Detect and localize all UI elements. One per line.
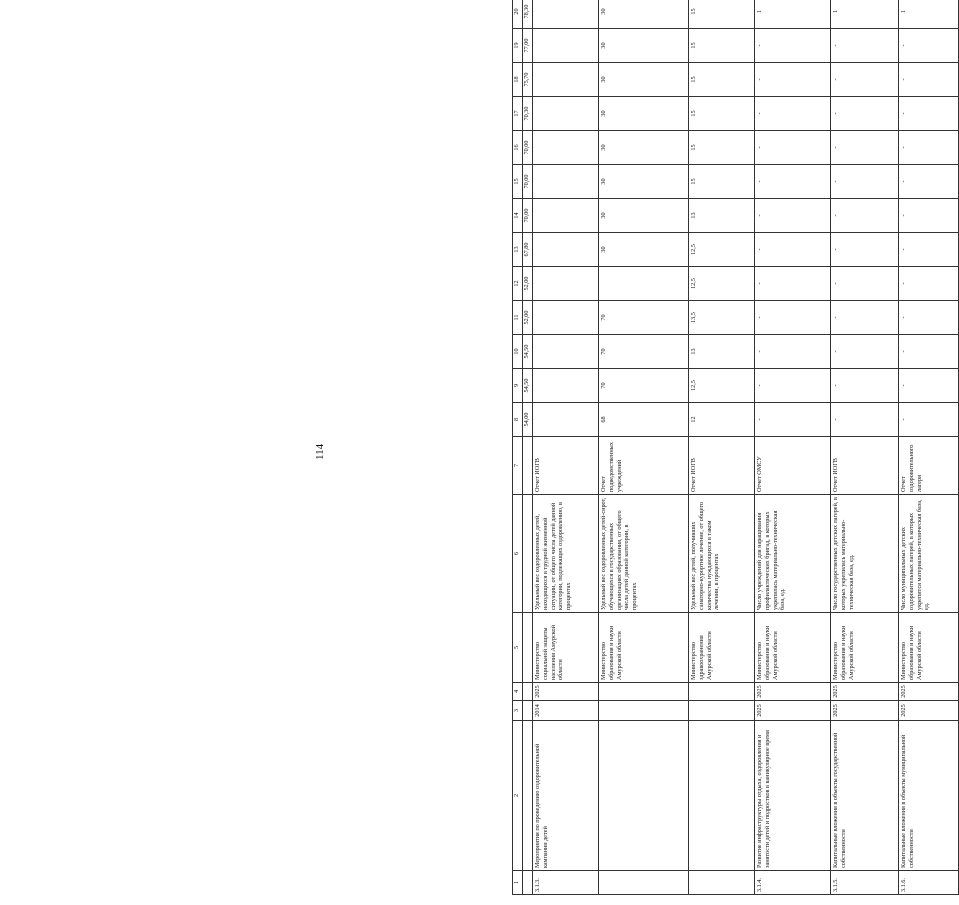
row-value-19: - xyxy=(831,29,899,63)
row-executor: Министерство социальной защиты населения Амурской области xyxy=(533,613,599,683)
row-value-14 xyxy=(533,199,599,233)
row-value-10: - xyxy=(899,335,959,369)
row-value-15: - xyxy=(899,165,959,199)
header-value-3 xyxy=(523,701,533,721)
header-value-16: 70,00 xyxy=(523,131,533,165)
row-start-year: 2025 xyxy=(831,701,899,721)
header-col-1: 1 xyxy=(513,871,523,895)
row-value-8: - xyxy=(899,403,959,437)
header-col-8: 8 xyxy=(513,403,523,437)
row-value-18: - xyxy=(831,63,899,97)
header-value-12: 52,00 xyxy=(523,267,533,301)
row-value-11: - xyxy=(755,301,831,335)
header-numbers-row xyxy=(513,0,523,895)
row-executor: Министерство образования и науки Амурской области xyxy=(755,613,831,683)
header-col-15: 15 xyxy=(513,165,523,199)
row-value-14: - xyxy=(899,199,959,233)
header-value-17: 70,30 xyxy=(523,97,533,131)
header-col-7: 7 xyxy=(513,437,523,495)
row-source: Отчет подведомственных учреждений xyxy=(599,437,689,495)
row-activity-name: Развитие инфраструктуры отдыха, оздоровления и занятости детей и подростков в каникулярное время xyxy=(755,721,831,871)
row-value-19: - xyxy=(899,29,959,63)
row-value-11: 70 xyxy=(599,301,689,335)
header-value-14: 70,00 xyxy=(523,199,533,233)
row-value-18: - xyxy=(899,63,959,97)
row-source: Отчет ИОГВ xyxy=(831,437,899,495)
row-indicator: Удельный вес оздоровленных детей-сирот, обучающихся в государственных организациях образования, от общего числа детей данной категории, в процентах xyxy=(599,495,689,613)
header-col-16: 16 xyxy=(513,131,523,165)
row-value-18 xyxy=(533,63,599,97)
row-executor: Министерство образования и науки Амурской области xyxy=(599,613,689,683)
row-value-20: 1 xyxy=(831,0,899,29)
row-value-10: - xyxy=(831,335,899,369)
row-number: 3.1.3. xyxy=(533,871,599,895)
header-col-18: 18 xyxy=(513,63,523,97)
row-value-10: - xyxy=(755,335,831,369)
row-activity-name: Капитальные вложения в объекты муниципальной собственности xyxy=(899,721,959,871)
row-value-17: - xyxy=(831,97,899,131)
row-value-13: - xyxy=(899,233,959,267)
row-value-15: - xyxy=(831,165,899,199)
row-value-11: 13,5 xyxy=(689,301,755,335)
row-indicator: Число учреждений для наращивания профилактических бригад, в которых укрепилась материально-техническая база, ед. xyxy=(755,495,831,613)
header-value-6 xyxy=(523,495,533,613)
row-value-11 xyxy=(533,301,599,335)
row-end-year: 2025 xyxy=(831,683,899,701)
row-value-10: 70 xyxy=(599,335,689,369)
row-end-year: 2025 xyxy=(899,683,959,701)
row-value-8: 68 xyxy=(599,403,689,437)
row-value-16: - xyxy=(755,131,831,165)
header-value-9: 54,50 xyxy=(523,369,533,403)
header-col-12: 12 xyxy=(513,267,523,301)
row-value-16: - xyxy=(831,131,899,165)
header-values-row xyxy=(523,0,533,895)
row-value-18: 30 xyxy=(599,63,689,97)
header-col-11: 11 xyxy=(513,301,523,335)
row-value-13: - xyxy=(755,233,831,267)
page-number: 114 xyxy=(314,443,326,460)
row-value-14: - xyxy=(755,199,831,233)
row-value-16: - xyxy=(899,131,959,165)
row-value-13: 30 xyxy=(599,233,689,267)
row-number: 3.1.5. xyxy=(831,871,899,895)
row-value-19: 15 xyxy=(689,29,755,63)
row-value-8: - xyxy=(831,403,899,437)
row-value-11: - xyxy=(899,301,959,335)
row-value-12 xyxy=(533,267,599,301)
row-number: 3.1.4. xyxy=(755,871,831,895)
row-value-13: - xyxy=(831,233,899,267)
header-col-19: 19 xyxy=(513,29,523,63)
table-row xyxy=(599,0,689,895)
row-indicator: Число муниципальных детских оздоровительных лагерей, в которых укрепится материально-техническая база, ед. xyxy=(899,495,959,613)
row-activity-name xyxy=(689,721,755,871)
header-col-10: 10 xyxy=(513,335,523,369)
row-value-20: 30 xyxy=(599,0,689,29)
row-value-11: - xyxy=(831,301,899,335)
row-value-9: - xyxy=(755,369,831,403)
row-value-14: 30 xyxy=(599,199,689,233)
row-value-14: - xyxy=(831,199,899,233)
row-value-9 xyxy=(533,369,599,403)
header-value-2 xyxy=(523,721,533,871)
row-value-12: 12,5 xyxy=(689,267,755,301)
row-end-year: 2025 xyxy=(755,683,831,701)
row-indicator: Число государственных детских лагерей, в которых укрепилась материально-техническая база, ед. xyxy=(831,495,899,613)
row-activity-name: Мероприятия по проведению оздоровительной кампании детей xyxy=(533,721,599,871)
row-source: Отчет оздоровительного лагеря xyxy=(899,437,959,495)
row-value-20 xyxy=(533,0,599,29)
header-value-18: 75,70 xyxy=(523,63,533,97)
row-value-8 xyxy=(533,403,599,437)
row-start-year: 2025 xyxy=(755,701,831,721)
row-value-12 xyxy=(599,267,689,301)
header-col-3: 3 xyxy=(513,701,523,721)
row-number: 3.1.6. xyxy=(899,871,959,895)
row-value-15: 15 xyxy=(689,165,755,199)
row-value-19 xyxy=(533,29,599,63)
row-end-year xyxy=(599,683,689,701)
row-executor: Министерство образования и науки Амурской области xyxy=(831,613,899,683)
header-value-15: 70,00 xyxy=(523,165,533,199)
row-executor: Министерство образования и науки Амурской области xyxy=(899,613,959,683)
row-value-9: - xyxy=(899,369,959,403)
row-value-18: - xyxy=(755,63,831,97)
table-row xyxy=(755,0,831,895)
header-col-2: 2 xyxy=(513,721,523,871)
header-col-6: 6 xyxy=(513,495,523,613)
table-row xyxy=(533,0,599,895)
row-value-13: 12,5 xyxy=(689,233,755,267)
row-value-9: 70 xyxy=(599,369,689,403)
row-executor: Министерство здравоохранения Амурской области xyxy=(689,613,755,683)
indicators-table xyxy=(512,0,959,895)
row-value-16: 30 xyxy=(599,131,689,165)
row-value-12: - xyxy=(755,267,831,301)
header-col-9: 9 xyxy=(513,369,523,403)
header-value-13: 67,80 xyxy=(523,233,533,267)
row-value-17: 15 xyxy=(689,97,755,131)
row-activity-name xyxy=(599,721,689,871)
header-value-4 xyxy=(523,683,533,701)
header-value-11: 52,00 xyxy=(523,301,533,335)
row-value-18: 15 xyxy=(689,63,755,97)
row-value-17: - xyxy=(899,97,959,131)
row-value-8: - xyxy=(755,403,831,437)
row-indicator: Удельный вес оздоровленных детей, находящихся в трудной жизненной ситуации, от общего числа детей данной категории, подлежащих оздоровлению, в процентах xyxy=(533,495,599,613)
row-value-17: - xyxy=(755,97,831,131)
row-end-year: 2025 xyxy=(533,683,599,701)
header-value-8: 54,00 xyxy=(523,403,533,437)
header-col-17: 17 xyxy=(513,97,523,131)
row-start-year: 2014 xyxy=(533,701,599,721)
row-value-8: 12 xyxy=(689,403,755,437)
row-source: Отчет ИОГВ xyxy=(689,437,755,495)
header-value-19: 77,00 xyxy=(523,29,533,63)
row-value-19: - xyxy=(755,29,831,63)
row-start-year: 2025 xyxy=(899,701,959,721)
row-value-20: 1 xyxy=(899,0,959,29)
header-value-20: 78,30 xyxy=(523,0,533,29)
row-number xyxy=(599,871,689,895)
row-value-9: 12,5 xyxy=(689,369,755,403)
row-value-12: - xyxy=(899,267,959,301)
row-value-16: 15 xyxy=(689,131,755,165)
row-indicator: Удельный вес детей, получивших санаторно-курортное лечение, от общего количества нуждающихся в таком лечении, в процентах xyxy=(689,495,755,613)
table-row xyxy=(899,0,959,895)
row-start-year xyxy=(689,701,755,721)
table-row xyxy=(689,0,755,895)
row-value-15: 30 xyxy=(599,165,689,199)
row-value-9: - xyxy=(831,369,899,403)
row-value-12: - xyxy=(831,267,899,301)
row-value-19: 30 xyxy=(599,29,689,63)
row-value-10 xyxy=(533,335,599,369)
header-value-7 xyxy=(523,437,533,495)
row-value-15: - xyxy=(755,165,831,199)
row-value-14: 13 xyxy=(689,199,755,233)
header-col-13: 13 xyxy=(513,233,523,267)
row-value-17 xyxy=(533,97,599,131)
row-value-17: 30 xyxy=(599,97,689,131)
row-activity-name: Капитальные вложения в объекты государственной собственности xyxy=(831,721,899,871)
row-value-13 xyxy=(533,233,599,267)
row-end-year xyxy=(689,683,755,701)
header-value-5 xyxy=(523,613,533,683)
header-value-10: 54,50 xyxy=(523,335,533,369)
row-number xyxy=(689,871,755,895)
header-value-1 xyxy=(523,871,533,895)
header-col-4: 4 xyxy=(513,683,523,701)
row-value-20: 15 xyxy=(689,0,755,29)
row-start-year xyxy=(599,701,689,721)
header-col-14: 14 xyxy=(513,199,523,233)
row-value-10: 13 xyxy=(689,335,755,369)
row-value-20: 1 xyxy=(755,0,831,29)
header-col-5: 5 xyxy=(513,613,523,683)
row-value-16 xyxy=(533,131,599,165)
row-source: Отчет ОМСУ xyxy=(755,437,831,495)
header-col-20: 20 xyxy=(513,0,523,29)
row-value-15 xyxy=(533,165,599,199)
table-row xyxy=(831,0,899,895)
row-source: Отчет ИОГВ xyxy=(533,437,599,495)
